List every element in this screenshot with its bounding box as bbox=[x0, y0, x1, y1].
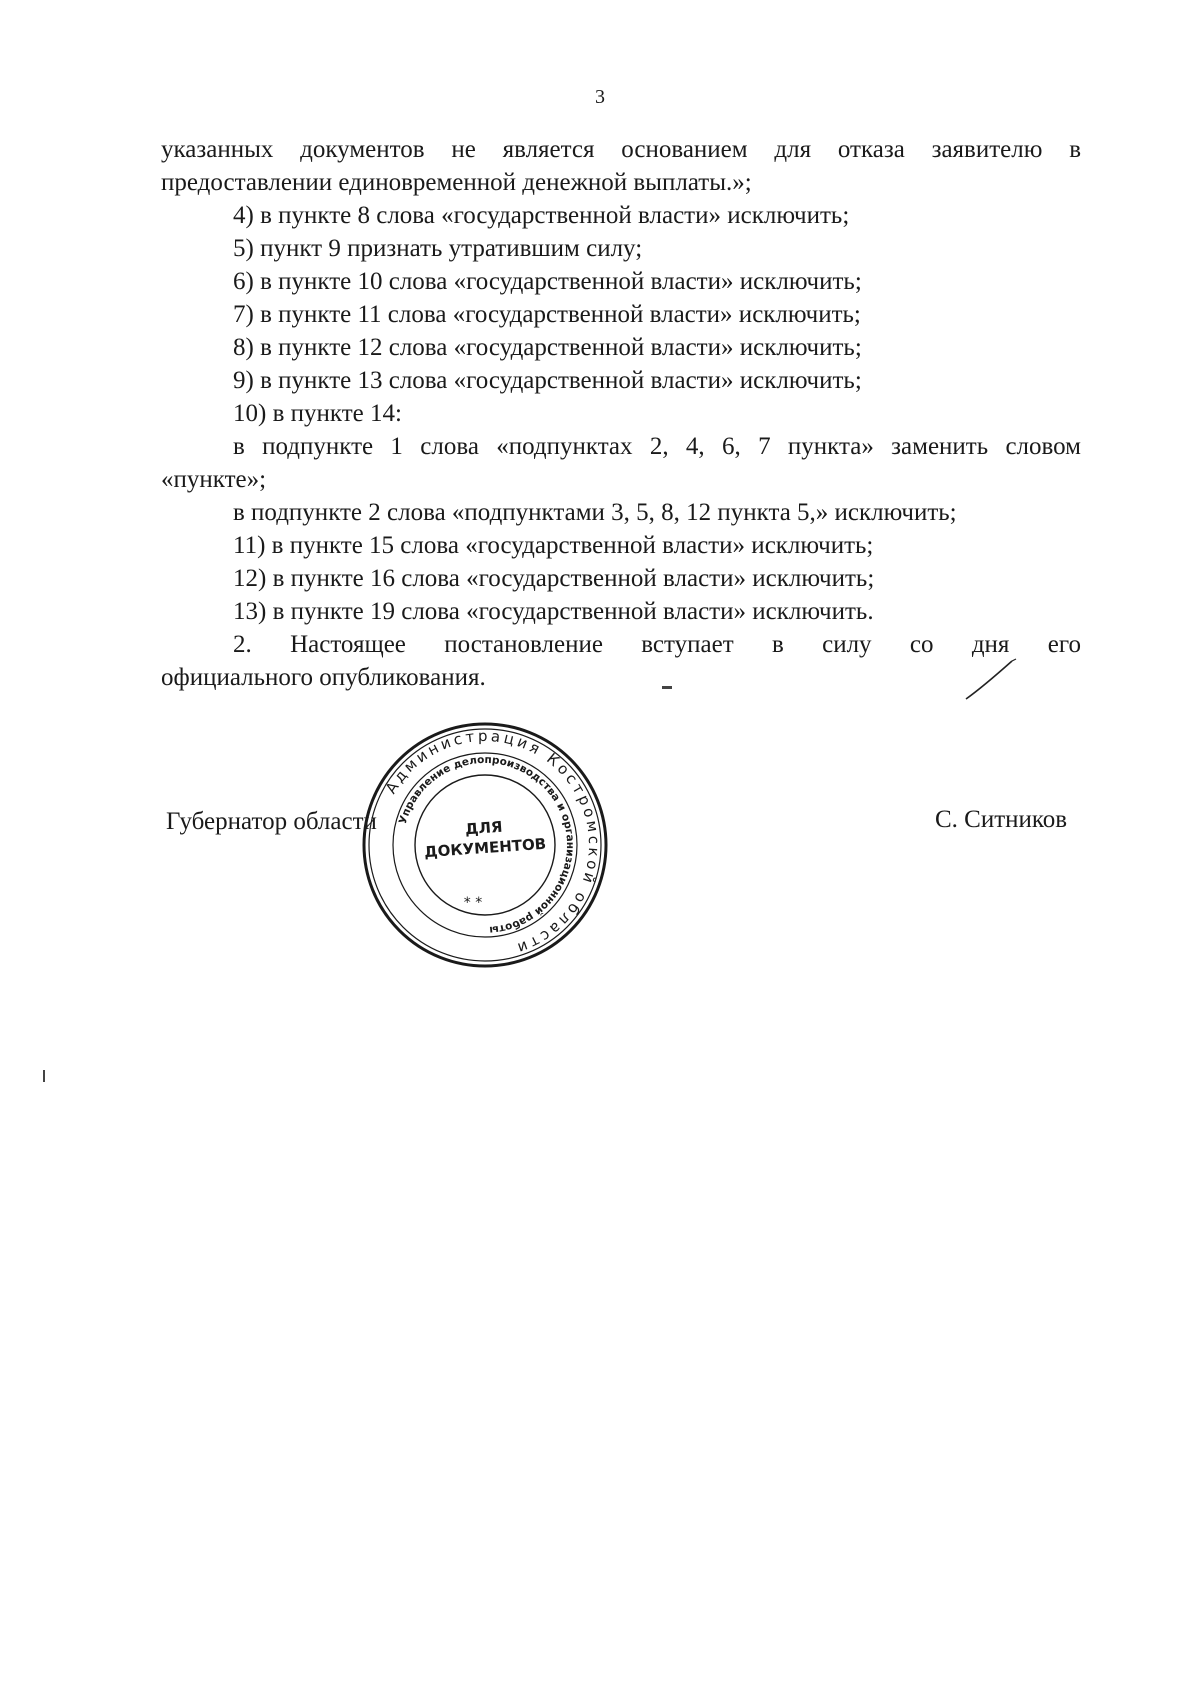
scan-speck bbox=[43, 1070, 45, 1082]
official-seal bbox=[361, 721, 609, 969]
list-item-7: 7) в пункте 11 слова «государственной власти» исключить; bbox=[233, 301, 861, 328]
subitem-1-line-1: в подпункте 1 слова «подпунктах 2, 4, 6, 7 пункта» заменить словом bbox=[233, 433, 1081, 460]
paragraph-1-line-1: указанных документов не является основанием для отказа заявителю в bbox=[161, 136, 1081, 163]
seal-outer-text: Администрация Костромской области bbox=[381, 726, 604, 959]
seal-center-line-2: ДОКУМЕНТОВ bbox=[423, 834, 547, 862]
seal-center-line-1: ДЛЯ bbox=[464, 817, 504, 839]
clause-2-line-2: официального опубликования. bbox=[161, 664, 486, 691]
list-item-11: 11) в пункте 15 слова «государственной власти» исключить; bbox=[233, 532, 874, 559]
signatory-name: С. Ситников bbox=[935, 806, 1068, 833]
list-item-8: 8) в пункте 12 слова «государственной власти» исключить; bbox=[233, 334, 862, 361]
list-item-9: 9) в пункте 13 слова «государственной власти» исключить; bbox=[233, 367, 862, 394]
list-item-13: 13) в пункте 19 слова «государственной власти» исключить. bbox=[233, 598, 874, 625]
clause-2-line-1: 2. Настоящее постановление вступает в силу со дня его bbox=[233, 631, 1081, 658]
list-item-12: 12) в пункте 16 слова «государственной власти» исключить; bbox=[233, 565, 875, 592]
list-item-10: 10) в пункте 14: bbox=[233, 400, 402, 427]
subitem-2: в подпункте 2 слова «подпунктами 3, 5, 8, 12 пункта 5,» исключить; bbox=[233, 499, 957, 526]
subitem-1-line-2: «пункте»; bbox=[161, 466, 267, 493]
seal-stars: * * bbox=[463, 895, 483, 911]
scan-speck bbox=[662, 686, 672, 689]
list-item-6: 6) в пункте 10 слова «государственной власти» исключить; bbox=[233, 268, 862, 295]
signature-stroke bbox=[960, 655, 1020, 705]
paragraph-1-line-2: предоставлении единовременной денежной выплаты.»; bbox=[161, 169, 752, 196]
list-item-5: 5) пункт 9 признать утратившим силу; bbox=[233, 235, 643, 262]
list-item-4: 4) в пункте 8 слова «государственной власти» исключить; bbox=[233, 202, 850, 229]
signatory-title: Губернатор области bbox=[166, 808, 377, 835]
seal-inner-text: Управление делопроизводства и организационной работы bbox=[396, 753, 577, 936]
page-number: 3 bbox=[595, 86, 605, 108]
document-body bbox=[161, 133, 1081, 694]
